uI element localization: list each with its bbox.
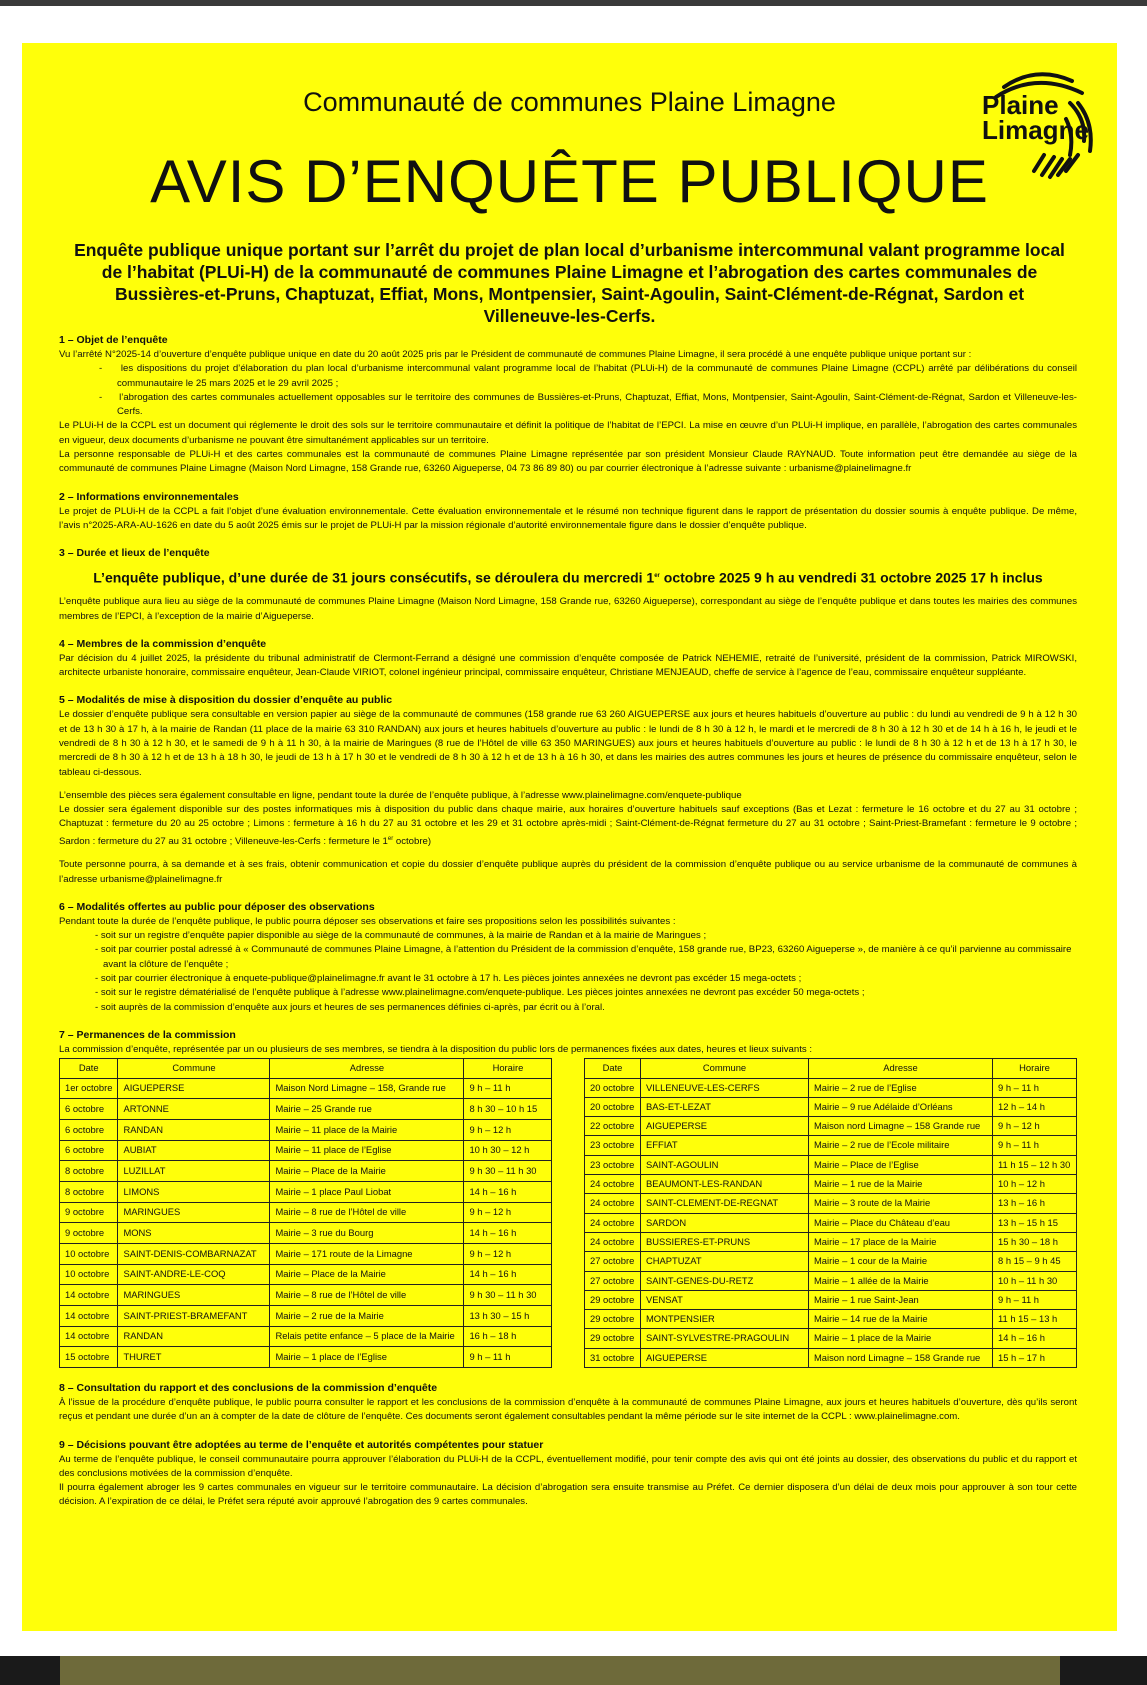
table-cell: 14 octobre: [60, 1326, 118, 1347]
table-cell: Maison nord Limagne – 158 Grande rue: [809, 1117, 993, 1136]
table-row: [585, 1271, 1077, 1290]
section-6-list: [59, 929, 1077, 1015]
table-cell: 9 h – 11 h: [993, 1078, 1077, 1097]
table-row: [585, 1310, 1077, 1329]
table-cell: Mairie – 25 Grande rue: [270, 1099, 464, 1120]
table-row: [60, 1243, 552, 1264]
table-cell: 13 h – 16 h: [993, 1194, 1077, 1213]
table-row: [60, 1181, 552, 1202]
table-cell: 20 octobre: [585, 1078, 641, 1097]
table-row: [60, 1161, 552, 1182]
table-cell: 23 octobre: [585, 1155, 641, 1174]
table-cell: 22 octobre: [585, 1117, 641, 1136]
table-cell: VILLENEUVE-LES-CERFS: [641, 1078, 809, 1097]
table-cell: BAS-ET-LEZAT: [641, 1097, 809, 1116]
table-cell: MONTPENSIER: [641, 1310, 809, 1329]
table-cell: 9 octobre: [60, 1223, 118, 1244]
enquiry-dates: L’enquête publique, d’une durée de 31 jours consécutifs, se déroulera du mercredi 1er octobre 2025 9 h au vendredi 31 octobre 2025 17 h inclus: [93, 569, 1043, 586]
table-cell: 6 octobre: [60, 1119, 118, 1140]
table-cell: Mairie – 2 rue de l’Eglise: [809, 1078, 993, 1097]
table-cell: 31 octobre: [585, 1348, 641, 1367]
table-row: [585, 1097, 1077, 1116]
notice-subtitle: Enquête publique unique portant sur l’arrêt du projet de plan local d’urbanisme intercommunal valant programme local de l’habitat (PLUi-H) de la communauté de communes Plaine Limagne et l’abrogation des cartes communales de Bussières-et-Pruns, Chaptuzat, Effiat, Mons, Montpensier, Saint-Agoulin, Saint-Clément-de-Régnat, Sardon et Villeneuve-les-Cerfs.: [74, 240, 1065, 326]
table-cell: SAINT-AGOULIN: [641, 1155, 809, 1174]
column-header-commune: Commune: [118, 1059, 270, 1078]
table-cell: 12 h – 14 h: [993, 1097, 1077, 1116]
page-sheet: [0, 6, 1147, 1656]
column-header-adresse: Adresse: [270, 1059, 464, 1078]
table-cell: 9 octobre: [60, 1202, 118, 1223]
table-row: [585, 1136, 1077, 1155]
list-item: - les dispositions du projet d’élaboration du plan local d’urbanisme intercommunal valant programme local de l’habitat (PLUi-H) de la communauté de communes Plaine Limagne (CCPL) arrêté par délibérations du conseil communautaire le 25 mars 2025 et le 29 avril 2025 ;: [99, 363, 1077, 389]
table-cell: 24 octobre: [585, 1213, 641, 1232]
table-cell: Mairie – Place de la Mairie: [270, 1264, 464, 1285]
table-row: [585, 1078, 1077, 1097]
table-cell: MARINGUES: [118, 1202, 270, 1223]
table-cell: Mairie – 1 rue de la Mairie: [809, 1175, 993, 1194]
table-cell: 24 octobre: [585, 1232, 641, 1251]
permanences-tables: [59, 1058, 1077, 1368]
table-cell: AIGUEPERSE: [118, 1078, 270, 1099]
table-cell: Mairie – 17 place de la Mairie: [809, 1232, 993, 1251]
table-cell: Mairie – 11 place de la Mairie: [270, 1119, 464, 1140]
table-cell: EFFIAT: [641, 1136, 809, 1155]
list-item: - soit sur le registre dématérialisé de l’enquête publique à l’adresse www.plainelimagne.com/enquete-publique. Les pièces jointes annexées ne devront pas excéder 50 mega-octets ;: [95, 987, 865, 999]
table-cell: SARDON: [641, 1213, 809, 1232]
table-cell: Mairie – 2 rue de l’Ecole militaire: [809, 1136, 993, 1155]
table-cell: 6 octobre: [60, 1140, 118, 1161]
notice-poster: [22, 43, 1117, 1631]
table-cell: 14 h – 16 h: [464, 1264, 552, 1285]
table-row: [60, 1202, 552, 1223]
table-cell: 15 h – 17 h: [993, 1348, 1077, 1367]
table-row: [585, 1194, 1077, 1213]
table-row: [60, 1305, 552, 1326]
table-cell: 8 h 15 – 9 h 45: [993, 1252, 1077, 1271]
section-9-paragraph: Au terme de l’enquête publique, le conseil communautaire pourra approuver l’élaboration du PLUi-H de la CCPL, éventuellement modifié, pour tenir compte des avis qui ont été joints au dossier, des observations du public et du rapport et des conclusions motivées de la commission d’enquête.: [59, 1453, 1077, 1479]
table-cell: 13 h – 15 h 15: [993, 1213, 1077, 1232]
table-cell: 9 h – 12 h: [464, 1119, 552, 1140]
notice-title: AVIS D’ENQUÊTE PUBLIQUE: [150, 148, 989, 215]
table-cell: 29 octobre: [585, 1290, 641, 1309]
table-cell: 11 h 15 – 12 h 30: [993, 1155, 1077, 1174]
section-1-heading: 1 – Objet de l’enquête: [59, 334, 168, 346]
notice-body: [59, 329, 1077, 1510]
table-row: [60, 1119, 552, 1140]
section-3-heading: 3 – Durée et lieux de l’enquête: [59, 547, 210, 560]
table-cell: 14 h – 16 h: [464, 1181, 552, 1202]
table-cell: THURET: [118, 1347, 270, 1368]
table-cell: LUZILLAT: [118, 1161, 270, 1182]
table-cell: 10 octobre: [60, 1264, 118, 1285]
table-cell: 9 h 30 – 11 h 30: [464, 1161, 552, 1182]
table-row: [60, 1223, 552, 1244]
table-cell: 24 octobre: [585, 1194, 641, 1213]
permanences-table-left: [59, 1058, 552, 1368]
bottom-strip: [0, 1656, 1147, 1685]
table-cell: 24 octobre: [585, 1175, 641, 1194]
table-cell: 6 octobre: [60, 1099, 118, 1120]
table-cell: 23 octobre: [585, 1136, 641, 1155]
table-cell: AIGUEPERSE: [641, 1348, 809, 1367]
table-row: [585, 1213, 1077, 1232]
table-cell: AIGUEPERSE: [641, 1117, 809, 1136]
section-5-paragraph: Le dossier d’enquête publique sera consultable en version papier au siège de la communauté de communes (158 grande rue 63 260 AIGUEPERSE aux jours et heures habituels d’ouverture au public : du lundi au vendredi de 9 h à 12 h 30 et de 13 h 30 à 17 h, à la mairie de Randan (11 place de la mairie 63 310 RANDAN) aux jours et heures habituels d’ouverture au public : le lundi de 8 h 30 à 12 h, le mardi et le mercredi de 8 h 30 à 12 h 30 et de 14 h à 16 h, le jeudi et le vendredi de 8 h 30 à 12 h 30, et le samedi de 9 h à 11 h 30, à la mairie de Maringues (8 rue de l’Hôtel de ville 63 350 MARINGUES) aux jours et heures habituels d’ouverture au public : le lundi de 8 h 30 à 12 h et de 13 h à 17 h 30, le mercredi de 8 h 30 à 12 h et de 13 h à 18 h 30, le jeudi de 13 h à 17 h 30 et le vendredi de 8 h 30 à 12 h et de 13 h à 16 h 30, et dans les mairies des autres communes les jours et heures de présence du commissaire enquêteur, selon le tableau ci-dessous.: [59, 709, 1077, 778]
table-cell: Relais petite enfance – 5 place de la Mairie: [270, 1326, 464, 1347]
section-5-paragraph: Le dossier sera également disponible sur des postes informatiques mis à disposition du public dans chaque mairie, aux horaires d’ouverture habituels sauf exceptions (Bas et Lezat : fermeture le 16 octobre et du 27 au 31 octobre ; Chaptuzat : fermeture du 20 au 25 octobre ; Limons : fermeture à 16 h du 27 au 31 octobre et les 29 et 31 octobre après-midi ; Saint-Clément-de-Régnat fermeture du 27 au 31 octobre ; Saint-Priest-Bramefant : fermeture le 9 octobre ; Sardon : fermeture du 27 au 31 octobre ; Villeneuve-les-Cerfs : fermeture le 1er octobre): [59, 804, 1077, 847]
table-cell: 8 octobre: [60, 1181, 118, 1202]
list-item: - soit auprès de la commission d’enquête aux jours et heures de ses permanences définies ci-après, par écrit ou à l’oral.: [95, 1001, 605, 1013]
table-cell: Mairie – 1 place de l’Eglise: [270, 1347, 464, 1368]
table-cell: LIMONS: [118, 1181, 270, 1202]
list-item: - l’abrogation des cartes communales actuellement opposables sur le territoire des communes de Bussières-et-Pruns, Chaptuzat, Effiat, Mons, Montpensier, Saint-Agoulin, Saint-Clément-de-Régnat, Sardon et Villeneuve-les-Cerfs.: [99, 391, 1077, 418]
column-header-horaire: Horaire: [993, 1059, 1077, 1078]
table-cell: 14 h – 16 h: [464, 1223, 552, 1244]
table-cell: 9 h – 11 h: [464, 1078, 552, 1099]
table-cell: MARINGUES: [118, 1285, 270, 1306]
table-cell: 27 octobre: [585, 1271, 641, 1290]
logo-line-2: Limagne: [982, 115, 1089, 145]
table-cell: SAINT-CLEMENT-DE-REGNAT: [641, 1194, 809, 1213]
table-cell: 15 h 30 – 18 h: [993, 1232, 1077, 1251]
table-cell: ARTONNE: [118, 1099, 270, 1120]
column-header-commune: Commune: [641, 1059, 809, 1078]
table-cell: 8 octobre: [60, 1161, 118, 1182]
table-row: [585, 1117, 1077, 1136]
section-5-paragraph: Toute personne pourra, à sa demande et à ses frais, obtenir communication et copie du dossier d’enquête publique auprès du président de la commission d’enquête publique ou au service urbanisme de la communauté de communes à l’adresse urbanisme@plainelimagne.fr: [59, 859, 1077, 885]
table-cell: Mairie – Place de l’Eglise: [809, 1155, 993, 1174]
table-cell: 9 h 30 – 11 h 30: [464, 1285, 552, 1306]
table-row: [60, 1264, 552, 1285]
table-cell: AUBIAT: [118, 1140, 270, 1161]
table-cell: 14 octobre: [60, 1285, 118, 1306]
table-cell: 9 h – 11 h: [993, 1290, 1077, 1309]
table-row: [585, 1175, 1077, 1194]
section-7-intro: La commission d’enquête, représentée par un ou plusieurs de ses membres, se tiendra à la disposition du public lors de permanences fixées aux dates, heures et lieux suivants :: [59, 1043, 812, 1055]
table-cell: BEAUMONT-LES-RANDAN: [641, 1175, 809, 1194]
table-cell: 13 h 30 – 15 h: [464, 1305, 552, 1326]
table-cell: 9 h – 11 h: [993, 1136, 1077, 1155]
table-cell: SAINT-SYLVESTRE-PRAGOULIN: [641, 1329, 809, 1348]
permanences-table-right: [584, 1058, 1077, 1368]
table-cell: 27 octobre: [585, 1252, 641, 1271]
table-cell: 10 h 30 – 12 h: [464, 1140, 552, 1161]
table-cell: SAINT-DENIS-COMBARNAZAT: [118, 1243, 270, 1264]
table-row: [585, 1232, 1077, 1251]
table-cell: 16 h – 18 h: [464, 1326, 552, 1347]
section-6-intro: Pendant toute la durée de l’enquête publique, le public pourra déposer ses observations et faire ses propositions selon les possibilités suivantes :: [59, 915, 676, 927]
table-cell: SAINT-PRIEST-BRAMEFANT: [118, 1305, 270, 1326]
list-item: - soit par courrier électronique à enquete-publique@plainelimagne.fr avant le 31 octobre à 17 h. Les pièces jointes annexées ne devront pas excéder 15 mega-octets ;: [95, 973, 802, 985]
table-cell: Mairie – 2 rue de la Mairie: [270, 1305, 464, 1326]
section-7-heading: 7 – Permanences de la commission: [59, 1028, 236, 1041]
section-4-paragraph: Par décision du 4 juillet 2025, la présidente du tribunal administratif de Clermont-Ferrand a désigné une commission d’enquête composée de Patrick NEHEMIE, retraité de l’université, président de la commission, Patrick MIROWSKI, architecte urbaniste honoraire, commissaire enquêteur, Jean-Claude VIRIOT, colonel ingénieur principal, commissaire enquêteur, Christiane MENJEAUD, cheffe de service à l’agence de l’eau, commissaire enquêteur suppléante.: [59, 652, 1077, 679]
table-cell: Mairie – 1 cour de la Mairie: [809, 1252, 993, 1271]
table-cell: SAINT-ANDRE-LE-COQ: [118, 1264, 270, 1285]
section-8-heading: 8 – Consultation du rapport et des conclusions de la commission d’enquête: [59, 1381, 438, 1394]
table-cell: 9 h – 12 h: [464, 1243, 552, 1264]
table-cell: 29 octobre: [585, 1329, 641, 1348]
table-cell: Mairie – 9 rue Adélaide d’Orléans: [809, 1097, 993, 1116]
table-cell: 9 h – 11 h: [464, 1347, 552, 1368]
logo-line-1: Plaine: [982, 90, 1059, 120]
table-row: [60, 1078, 552, 1099]
section-5-paragraph: L’ensemble des pièces sera également consultable en ligne, pendant toute la durée de l’enquête publique, à l’adresse www.plainelimagne.com/enquete-publique: [59, 789, 742, 801]
table-cell: 14 octobre: [60, 1305, 118, 1326]
section-2-paragraph: Le projet de PLUi-H de la CCPL a fait l’objet d’une évaluation environnementale. Cette évaluation environnementale et le résumé non technique figurent dans le rapport de présentation du dossier soumis à enquête publique. De même, l’avis n°2025-ARA-AU-1626 en date du 5 août 2025 émis sur le projet de PLUi-H par la mission régionale d’autorité environnementale figure dans le dossier d’enquête publique.: [59, 505, 1077, 531]
table-cell: Mairie – 1 rue Saint-Jean: [809, 1290, 993, 1309]
column-header-date: Date: [585, 1059, 641, 1078]
table-row: [60, 1285, 552, 1306]
table-row: [60, 1099, 552, 1120]
table-cell: Mairie – 8 rue de l’Hôtel de ville: [270, 1202, 464, 1223]
section-9-heading: 9 – Décisions pouvant être adoptées au terme de l’enquête et autorités compétentes pour statuer: [59, 1438, 544, 1451]
section-9-paragraph: Il pourra également abroger les 9 cartes communales en vigueur sur le territoire communautaire. La décision d’abrogation sera ensuite transmise au Préfet. Ce dernier disposera d’un délai de deux mois pour approuver à son tour cette décision. A l’expiration de ce délai, le Préfet sera réputé avoir approuvé l’abrogation des 9 cartes communales.: [59, 1482, 1077, 1508]
section-2-heading: 2 – Informations environnementales: [59, 490, 239, 503]
table-row: [585, 1155, 1077, 1174]
column-header-horaire: Horaire: [464, 1059, 552, 1078]
table-cell: 20 octobre: [585, 1097, 641, 1116]
table-cell: Mairie – 1 allée de la Mairie: [809, 1271, 993, 1290]
table-cell: 10 h – 11 h 30: [993, 1271, 1077, 1290]
list-item: - soit sur un registre d’enquête papier disponible au siège de la communauté de communes, à la mairie de Randan et à la mairie de Maringues ;: [95, 930, 707, 942]
table-row: [60, 1326, 552, 1347]
section-6-heading: 6 – Modalités offertes au public pour déposer des observations: [59, 900, 375, 913]
table-cell: VENSAT: [641, 1290, 809, 1309]
table-cell: 10 h – 12 h: [993, 1175, 1077, 1194]
table-cell: SAINT-GENES-DU-RETZ: [641, 1271, 809, 1290]
table-cell: Maison nord Limagne – 158 Grande rue: [809, 1348, 993, 1367]
column-header-date: Date: [60, 1059, 118, 1078]
list-item: - soit par courrier postal adressé à « Communauté de communes Plaine Limagne, à l’attention du Président de la commission d’enquête, 158 grande rue, BP23, 63260 Aigueperse », de manière à ce qu’il parvienne au commissaire avant la clôture de l’enquête ;: [95, 944, 1072, 970]
table-cell: 9 h – 12 h: [464, 1202, 552, 1223]
table-cell: Mairie – 3 rue du Bourg: [270, 1223, 464, 1244]
table-row: [60, 1347, 552, 1368]
column-header-adresse: Adresse: [809, 1059, 993, 1078]
section-1-paragraph: Le PLUi-H de la CCPL est un document qui réglemente le droit des sols sur le territoire communautaire et définit la politique de l’habitat de l’EPCI. La mise en œuvre d’un PLUi-H implique, en parallèle, l’abrogation des cartes communales en vigueur, deux documents d’urbanisme ne pouvant être simultanément applicables sur un territoire.: [59, 420, 1077, 446]
section-4-heading: 4 – Membres de la commission d’enquête: [59, 637, 267, 650]
table-cell: BUSSIERES-ET-PRUNS: [641, 1232, 809, 1251]
table-cell: RANDAN: [118, 1326, 270, 1347]
table-cell: Mairie – Place de la Mairie: [270, 1161, 464, 1182]
table-cell: 29 octobre: [585, 1310, 641, 1329]
section-3-paragraph: L’enquête publique aura lieu au siège de la communauté de communes Plaine Limagne (Maison Nord Limagne, 158 Grande rue, 63260 Aigueperse), correspondant au siège de l’enquête publique et dans toutes les mairies des communes membres de l’EPCI, à l’exception de la mairie d’Aigueperse.: [59, 596, 1077, 622]
organization-name: Communauté de communes Plaine Limagne: [303, 87, 836, 117]
table-cell: Mairie – 1 place Paul Liobat: [270, 1181, 464, 1202]
section-8-paragraph: À l’issue de la procédure d’enquête publique, le public pourra consulter le rapport et les conclusions de la commission d’enquête à la communauté de communes Plaine Limagne, aux jours et heures habituels d’ouverture, dès qu’ils seront reçus et pendant une durée d’un an à compter de la date de clôture de l’enquête. Ces documents seront également consultables pendant la même période sur le site internet de la CCPL : www.plainelimagne.com.: [59, 1396, 1077, 1423]
table-cell: 11 h 15 – 13 h: [993, 1310, 1077, 1329]
table-row: [585, 1329, 1077, 1348]
table-cell: Mairie – 1 place de la Mairie: [809, 1329, 993, 1348]
table-cell: CHAPTUZAT: [641, 1252, 809, 1271]
table-cell: Mairie – 14 rue de la Mairie: [809, 1310, 993, 1329]
table-cell: RANDAN: [118, 1119, 270, 1140]
section-1-paragraph: La personne responsable de PLUi-H et des cartes communales est la communauté de communes Plaine Limagne représentée par son président Monsieur Claude RAYNAUD. Toute information peut être demandée au siège de la communauté de communes Plaine Limagne (Maison Nord Limagne, 158 Grande rue, 63260 Aigueperse, 04 73 86 89 80) ou par courrier électronique à l’adresse suivante : urbanisme@plainelimagne.fr: [59, 449, 1077, 475]
table-cell: 8 h 30 – 10 h 15: [464, 1099, 552, 1120]
table-row: [585, 1348, 1077, 1367]
table-cell: Mairie – Place du Château d’eau: [809, 1213, 993, 1232]
table-cell: Mairie – 11 place de l’Eglise: [270, 1140, 464, 1161]
table-cell: 14 h – 16 h: [993, 1329, 1077, 1348]
table-row: [585, 1290, 1077, 1309]
section-1-intro: Vu l’arrêté N°2025-14 d’ouverture d’enquête publique unique en date du 20 août 2025 pris par le Président de communauté de communes Plaine Limagne, il sera procédé à une enquête publique unique portant sur :: [59, 349, 972, 360]
table-cell: Mairie – 171 route de la Limagne: [270, 1243, 464, 1264]
table-cell: 9 h – 12 h: [993, 1117, 1077, 1136]
table-cell: Mairie – 8 rue de l’Hôtel de ville: [270, 1285, 464, 1306]
section-5-heading: 5 – Modalités de mise à disposition du dossier d’enquête au public: [59, 694, 393, 707]
table-cell: Mairie – 3 route de la Mairie: [809, 1194, 993, 1213]
table-row: [585, 1252, 1077, 1271]
table-row: [60, 1140, 552, 1161]
table-cell: MONS: [118, 1223, 270, 1244]
section-1-list: [59, 362, 1077, 419]
table-cell: 1er octobre: [60, 1078, 118, 1099]
table-cell: 15 octobre: [60, 1347, 118, 1368]
table-cell: 10 octobre: [60, 1243, 118, 1264]
logo-text: [982, 90, 1089, 145]
table-cell: Maison Nord Limagne – 158, Grande rue: [270, 1078, 464, 1099]
